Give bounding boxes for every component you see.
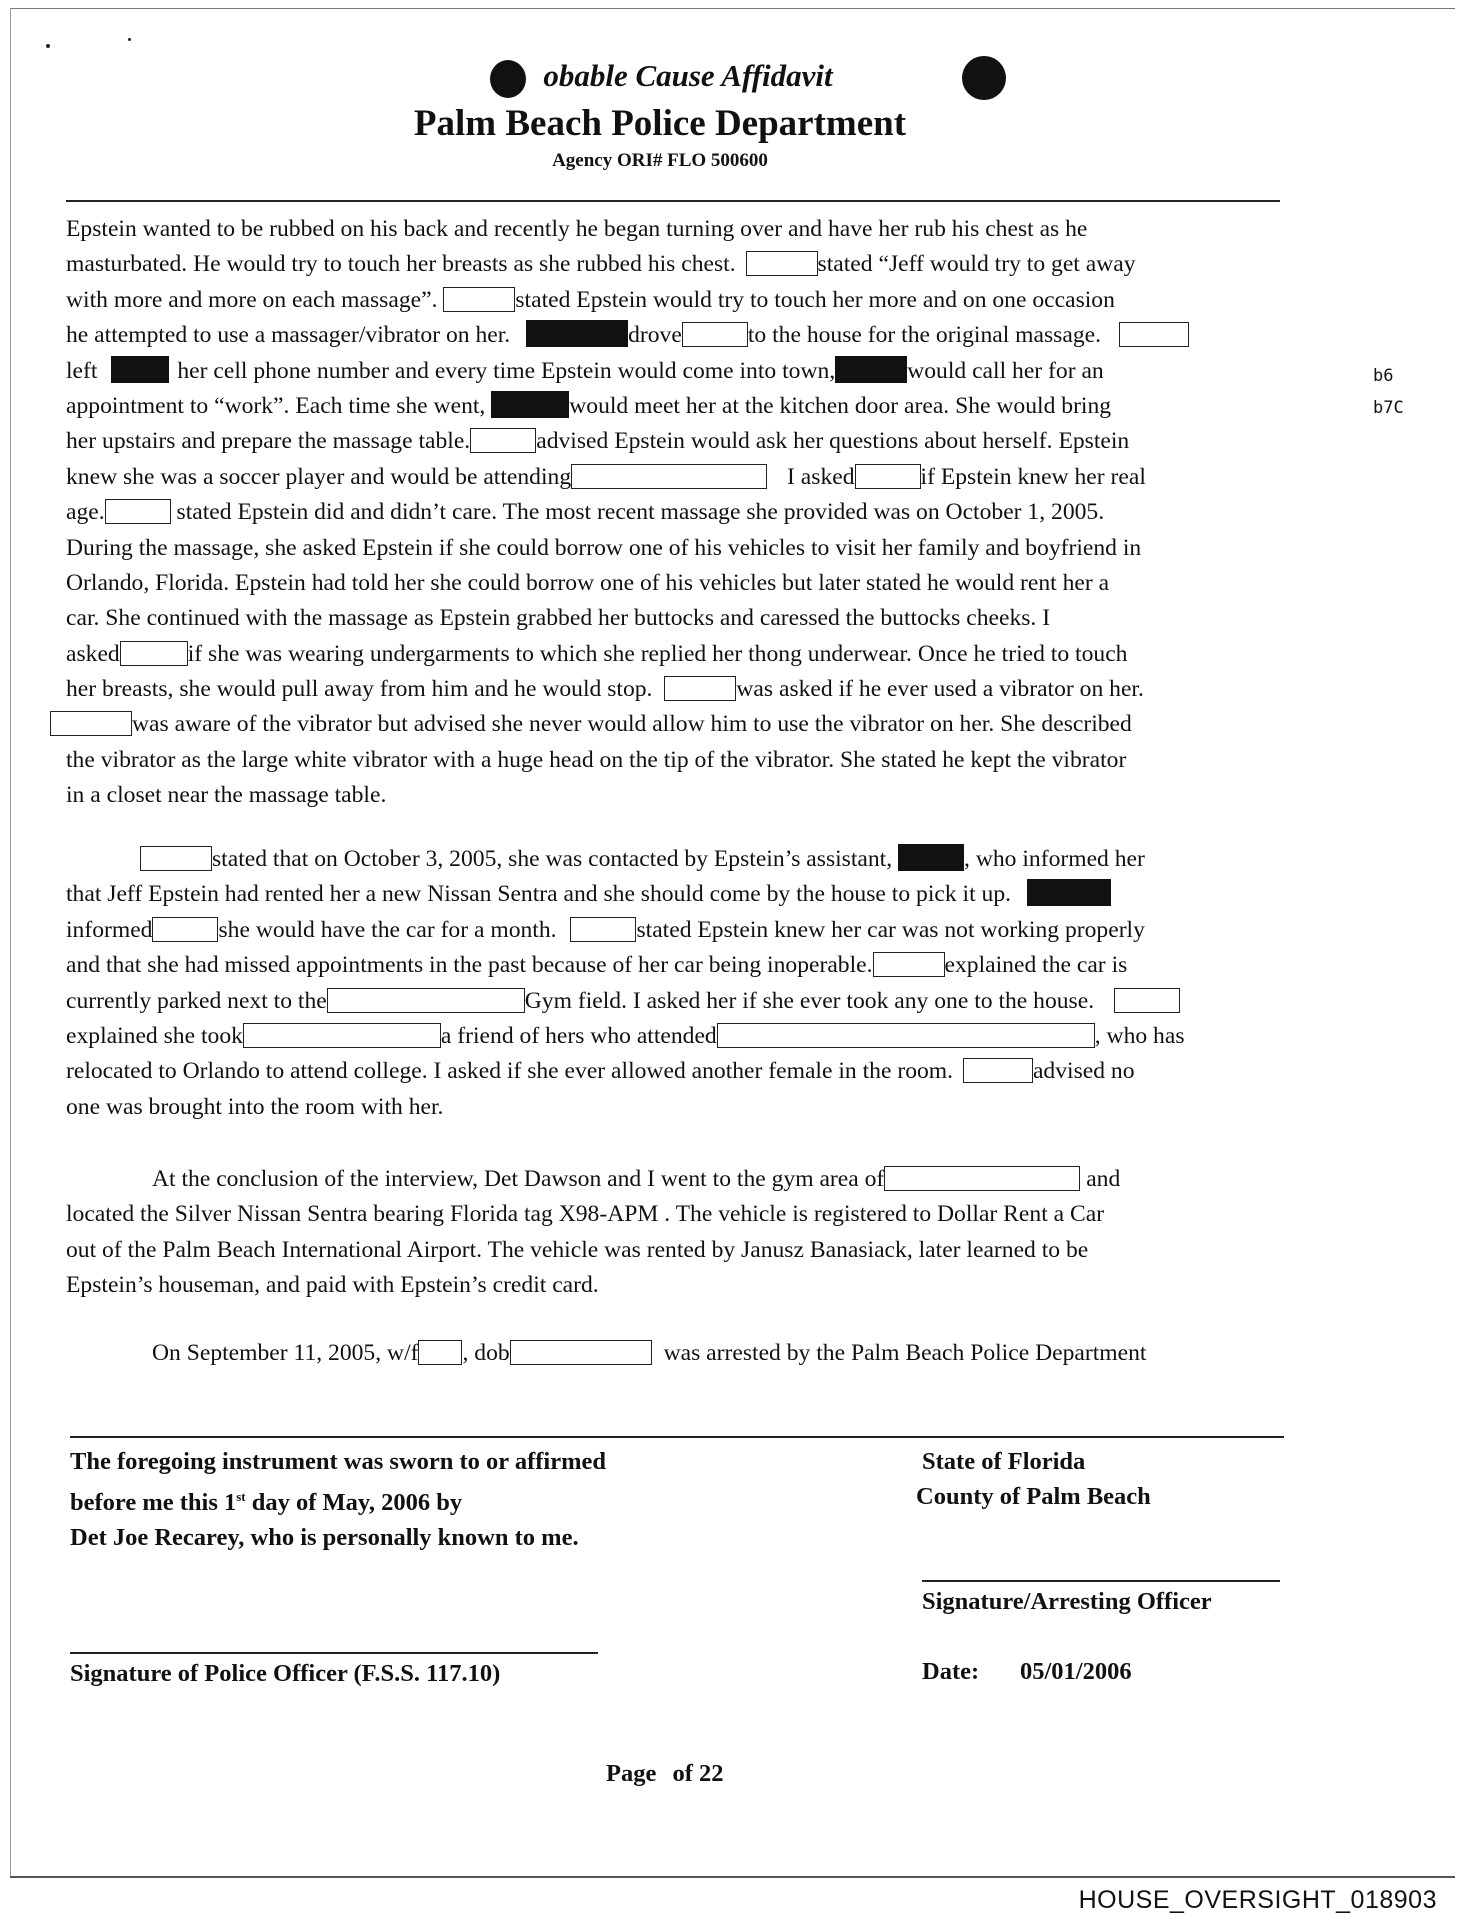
text-line: explained she took (66, 1022, 243, 1049)
arresting-signature-line (922, 1580, 1280, 1582)
bates-number: HOUSE_OVERSIGHT_018903 (1078, 1886, 1437, 1914)
sworn-line: before me this 1st day of May, 2006 by (70, 1489, 463, 1517)
text-line: relocated to Orlando to attend college. I asked if she ever allowed another female in the room. (66, 1058, 954, 1085)
text-line: stated “Jeff would try to get away (817, 251, 1136, 278)
redaction-box (470, 428, 536, 453)
redaction-box (570, 917, 636, 942)
scan-border-left (10, 8, 11, 1876)
redaction-box (717, 1023, 1095, 1048)
redaction-block (835, 356, 907, 383)
text-line: that Jeff Epstein had rented her a new Nissan Sentra and she should come by the house to pick it up. (66, 881, 1012, 908)
text-line: would call her for an (907, 357, 1104, 384)
sworn-statement (70, 1444, 606, 1555)
redaction-box (746, 251, 818, 276)
text-line: her upstairs and prepare the massage table. (66, 428, 471, 455)
text-line: Epstein’s houseman, and paid with Epstein’s credit card. (66, 1272, 599, 1299)
text-line: and (1086, 1166, 1121, 1192)
text-line: her cell phone number and every time Epstein would come into town, (177, 357, 836, 384)
scan-border-bottom (10, 1876, 1455, 1878)
redaction-box (105, 499, 171, 524)
text-line: asked (66, 640, 120, 667)
text-line: age. (66, 499, 105, 526)
text-line: located the Silver Nissan Sentra bearing Florida tag X98-APM . The vehicle is registered to Dollar Rent a Car (66, 1201, 1105, 1228)
scan-speck (128, 38, 131, 41)
county-label: County of Palm Beach (916, 1483, 1151, 1510)
text-line: was aware of the vibrator but advised she never would allow him to use the vibrator on her. She described (132, 711, 1132, 738)
redaction-box (327, 988, 525, 1013)
text-line: On September 11, 2005, w/f (152, 1340, 419, 1366)
text-line: Gym field. I asked her if she ever took any one to the house. (524, 987, 1095, 1014)
redaction-box (963, 1058, 1033, 1083)
text-line: stated Epstein did and didn’t care. The most recent massage she provided was on October 1, 2005. (176, 499, 1105, 526)
redaction-block (491, 391, 569, 418)
redaction-box (1114, 988, 1180, 1013)
text-line: informed (66, 916, 153, 943)
text-line: her breasts, she would pull away from him and he would stop. (66, 676, 653, 703)
text-line: was asked if he ever used a vibrator on her. (736, 676, 1144, 703)
text-line: was arrested by the Palm Beach Police Department (663, 1340, 1147, 1366)
text-line: , dob (462, 1340, 510, 1366)
text-line: currently parked next to the (66, 987, 327, 1014)
redaction-box (510, 1340, 652, 1365)
redaction-box (873, 952, 945, 977)
footer-rule (70, 1436, 1284, 1438)
text-line: in a closet near the massage table. (66, 782, 387, 809)
scan-speck (46, 44, 50, 48)
exemption-code-b7c: b7C (1373, 398, 1404, 418)
text-line: out of the Palm Beach International Airport. The vehicle was rented by Janusz Banasiack, later learned to be (66, 1236, 1089, 1263)
text-line: During the massage, she asked Epstein if she could borrow one of his vehicles to visit her family and boyfriend in (66, 534, 1142, 561)
text-line: car. She continued with the massage as Epstein grabbed her buttocks and caressed the buttocks cheeks. I (66, 605, 1051, 632)
text-line: the vibrator as the large white vibrator with a huge head on the tip of the vibrator. She stated he kept the vibrator (66, 746, 1127, 773)
redaction-block (111, 356, 169, 383)
text-line: Epstein wanted to be rubbed on his back and recently he began turning over and have her rub his chest as he (66, 216, 1088, 242)
text-line: to the house for the original massage. (747, 322, 1102, 349)
redaction-block (898, 844, 964, 871)
text-line: masturbated. He would try to touch her breasts as she rubbed his chest. (66, 251, 736, 278)
text-line: if she was wearing undergarments to which she replied her thong underwear. Once he tried to touch (187, 640, 1128, 667)
text-line: Orlando, Florida. Epstein had told her she could borrow one of his vehicles but later stated he would rent her a (66, 569, 1110, 596)
redaction-box (418, 1340, 462, 1365)
paragraph-4 (66, 1336, 1372, 1371)
paragraph-1 (66, 212, 1372, 814)
redaction-box (140, 846, 212, 871)
state-label: State of Florida (922, 1448, 1086, 1475)
text-line: if Epstein knew her real (920, 463, 1146, 490)
date-value: 05/01/2006 (1020, 1658, 1132, 1685)
exemption-code-b6: b6 (1373, 366, 1394, 386)
text-line: and that she had missed appointments in the past because of her car being inoperable. (66, 952, 873, 979)
redaction-box (50, 711, 132, 736)
date-label: Date: (922, 1658, 980, 1685)
text-line: At the conclusion of the interview, Det Dawson and I went to the gym area of (152, 1166, 885, 1192)
redaction-box (855, 464, 921, 489)
text-line: one was brought into the room with her. (66, 1093, 444, 1120)
redaction-block (1027, 879, 1111, 906)
police-signature-line (70, 1652, 598, 1654)
text-line: drove (628, 322, 682, 349)
redaction-box (884, 1166, 1080, 1191)
paragraph-2 (66, 842, 1372, 1125)
page-number: Page of 22 (606, 1760, 724, 1787)
scan-border-top (10, 8, 1455, 9)
text-line: left (66, 357, 98, 384)
redaction-box (120, 641, 188, 666)
agency-ori: Agency ORI# FLO 500600 (552, 150, 768, 171)
redaction-box (664, 676, 736, 701)
text-line: advised Epstein would ask her questions about herself. Epstein (536, 428, 1130, 455)
sworn-line: Det Joe Recarey, who is personally known to me. (70, 1524, 579, 1552)
police-signature-label: Signature of Police Officer (F.S.S. 117.10) (70, 1660, 501, 1687)
text-line: a friend of hers who attended (440, 1022, 717, 1049)
paragraph-3 (66, 1162, 1372, 1304)
text-line: knew she was a soccer player and would be attending (66, 463, 572, 490)
redaction-box (443, 287, 515, 312)
text-line: appointment to “work”. Each time she went, (66, 392, 486, 419)
text-line: stated Epstein would try to touch her more and on one occasion (515, 286, 1115, 313)
text-line: stated that on October 3, 2005, she was contacted by Epstein’s assistant, (212, 846, 893, 872)
text-line: stated Epstein knew her car was not working properly (636, 916, 1145, 943)
text-line: , who informed her (964, 846, 1145, 872)
redaction-box (571, 464, 767, 489)
text-line: I asked (787, 463, 855, 490)
text-line: with more and more on each massage”. (66, 286, 438, 313)
redaction-block (526, 320, 628, 347)
text-line: would meet her at the kitchen door area. She would bring (569, 392, 1112, 419)
arresting-signature-label: Signature/Arresting Officer (922, 1588, 1212, 1615)
affidavit-title: obable Cause Affidavit (543, 58, 833, 93)
text-line: he attempted to use a massager/vibrator on her. (66, 322, 511, 349)
text-line: she would have the car for a month. (218, 916, 557, 943)
redaction-box (1119, 322, 1189, 347)
department-name: Palm Beach Police Department (413, 103, 907, 144)
sworn-line: The foregoing instrument was sworn to or affirmed (70, 1448, 607, 1475)
text-line: advised no (1032, 1058, 1135, 1085)
text-line: , who has (1094, 1022, 1185, 1049)
redaction-box (152, 917, 218, 942)
redaction-box (682, 322, 748, 347)
text-line: explained the car is (944, 952, 1128, 979)
header-rule (66, 200, 1280, 202)
redaction-box (243, 1023, 441, 1048)
